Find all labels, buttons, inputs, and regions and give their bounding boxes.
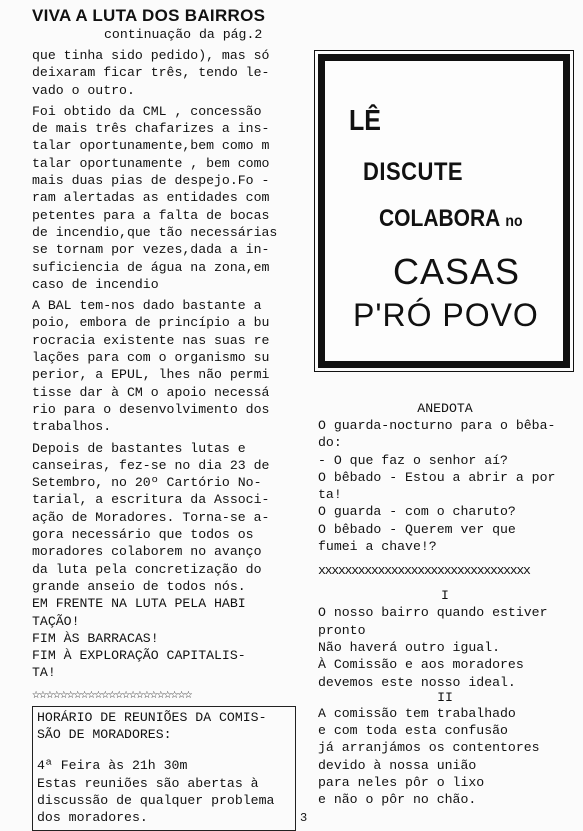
poem-line: para neles pôr o lixo <box>318 775 485 791</box>
text-line: poio, embora de princípio a bu <box>32 315 270 331</box>
poem-line: À Comissão e aos moradores <box>318 657 524 673</box>
text-line: mais duas pias de despejo.Fo - <box>32 173 270 189</box>
text-line: de mais três chafarizes a ins- <box>32 121 270 137</box>
text-line: A BAL tem-nos dado bastante a <box>32 298 262 314</box>
slogan-line: FIM ÀS BARRACAS! <box>32 630 159 646</box>
poster-pro-povo: P'RÓ POVO <box>353 297 539 333</box>
poem-line: devido à nossa união <box>318 757 477 773</box>
anedota-line: fumei a chave!? <box>318 539 437 555</box>
text-line: deixaram ficar três, tendo le- <box>32 65 270 81</box>
text-line: Setembro, no 20º Cartório No- <box>32 475 262 491</box>
text-line: de incendio,que tão necessárias <box>32 224 278 240</box>
poem-stanza <box>318 604 572 690</box>
poem-line: Não haverá outro igual. <box>318 639 501 655</box>
box-title-line: SÃO DE MORADORES: <box>37 726 172 742</box>
slogan-line: TAÇÃO! <box>32 613 80 629</box>
text-line: talar oportunamente , bem como <box>32 155 270 171</box>
box-title-line: HORÁRIO DE REUNIÕES DA COMIS- <box>37 709 267 725</box>
poem-line: pronto <box>318 622 366 638</box>
text-line: suficiencia de água na zona,em <box>32 259 270 275</box>
poster-casas: CASAS <box>393 251 521 292</box>
stanza-number: I <box>441 588 449 604</box>
poster-le: LÊ <box>349 104 381 138</box>
text-line: rocracia existente nas suas re <box>32 332 270 348</box>
text-line: rio para o desenvolvimento dos <box>32 401 270 417</box>
box-text-line: Estas reuniões são abertas à <box>37 775 259 791</box>
text-line: ram alertadas as entidades com <box>32 190 270 206</box>
text-line: gora necessário que todos os <box>32 527 254 543</box>
left-column <box>32 6 300 831</box>
text-line: trabalhos. <box>32 419 112 435</box>
poster-colabora-word: COLABORA <box>379 205 500 232</box>
text-line: se tornam por vezes,dada a in- <box>32 242 270 258</box>
anedota-line: O bêbado - Querem ver que <box>318 521 516 537</box>
text-line: canseiras, fez-se no dia 23 de <box>32 457 270 473</box>
poster-discute: DISCUTE <box>363 157 464 186</box>
text-line: ação de Moradores. Torna-se a- <box>32 509 270 525</box>
text-line: talar oportunamente,bem como m <box>32 138 270 154</box>
text-line: tarial, a escritura da Associ- <box>32 492 270 508</box>
box-text-line: discussão de qualquer problema <box>37 792 275 808</box>
text-line: Depois de bastantes lutas e <box>32 440 246 456</box>
anedota-line: O guarda-nocturno para o bêba- <box>318 418 556 433</box>
x-separator: xxxxxxxxxxxxxxxxxxxxxxxxxxxxxxxx <box>318 563 530 579</box>
article-paragraph <box>32 440 300 682</box>
text-line: perior, a EPUL, lhes não permi <box>32 367 270 383</box>
text-line: petentes para a falta de bocas <box>32 207 270 223</box>
text-line: que tinha sido pedido), mas só <box>32 48 270 63</box>
text-line: Foi obtido da CML , concessão <box>32 103 262 119</box>
text-line: vado o outro. <box>32 82 135 98</box>
text-line: grande anseio de todos nós. <box>32 578 246 594</box>
box-text-line: dos moradores. <box>37 810 148 826</box>
anedota-line: do: <box>318 435 342 451</box>
article-paragraph <box>32 103 300 293</box>
text-line: caso de incendio <box>32 276 159 292</box>
article-paragraph <box>32 297 300 435</box>
poem-line: e não o pôr no chão. <box>318 792 477 808</box>
casas-pro-povo-poster <box>318 54 570 368</box>
slogan-line: EM FRENTE NA LUTA PELA HABI <box>32 596 246 612</box>
meeting-time: 4ª Feira às 21h 30m <box>37 758 188 774</box>
anedota-line: O guarda - com o charuto? <box>318 504 516 520</box>
slogan-line: FIM À EXPLORAÇÃO CAPITALIS- <box>32 648 246 664</box>
article-paragraph <box>32 47 300 99</box>
text-line: moradores colaborem no avanço <box>32 544 262 560</box>
poem-line: O nosso bairro quando estiver <box>318 605 548 621</box>
slogan-line: TA! <box>32 665 56 681</box>
right-column <box>318 54 572 809</box>
anedota-title: ANEDOTA <box>417 401 473 416</box>
text-line: da luta pela concretização do <box>32 561 262 577</box>
anedota-line: ta! <box>318 487 342 503</box>
anedota-line: O bêbado - Estou a abrir a por <box>318 469 556 485</box>
poem-stanza <box>318 705 572 809</box>
star-separator <box>32 688 300 704</box>
stanza-number: II <box>437 689 453 705</box>
meeting-schedule-box <box>32 706 296 831</box>
page-number: 3 <box>300 811 308 825</box>
text-line: lações para com o organismo su <box>32 350 270 366</box>
poem-line: devemos este nosso ideal. <box>318 674 516 690</box>
poem-line: já arranjámos os contentores <box>318 740 540 756</box>
article-headline: VIVA A LUTA DOS BAIRROS <box>32 6 266 25</box>
poster-no: no <box>505 210 523 230</box>
poem-line: e com toda esta confusão <box>318 723 508 739</box>
poster-colabora <box>379 205 523 233</box>
continuation-note: continuação da pág.2 <box>104 27 263 42</box>
anedota-text <box>318 417 572 555</box>
poem-line: A comissão tem trabalhado <box>318 705 516 721</box>
anedota-line: - O que faz o senhor aí? <box>318 452 508 468</box>
text-line: tisse dar à CM o apoio necessá <box>32 384 270 400</box>
